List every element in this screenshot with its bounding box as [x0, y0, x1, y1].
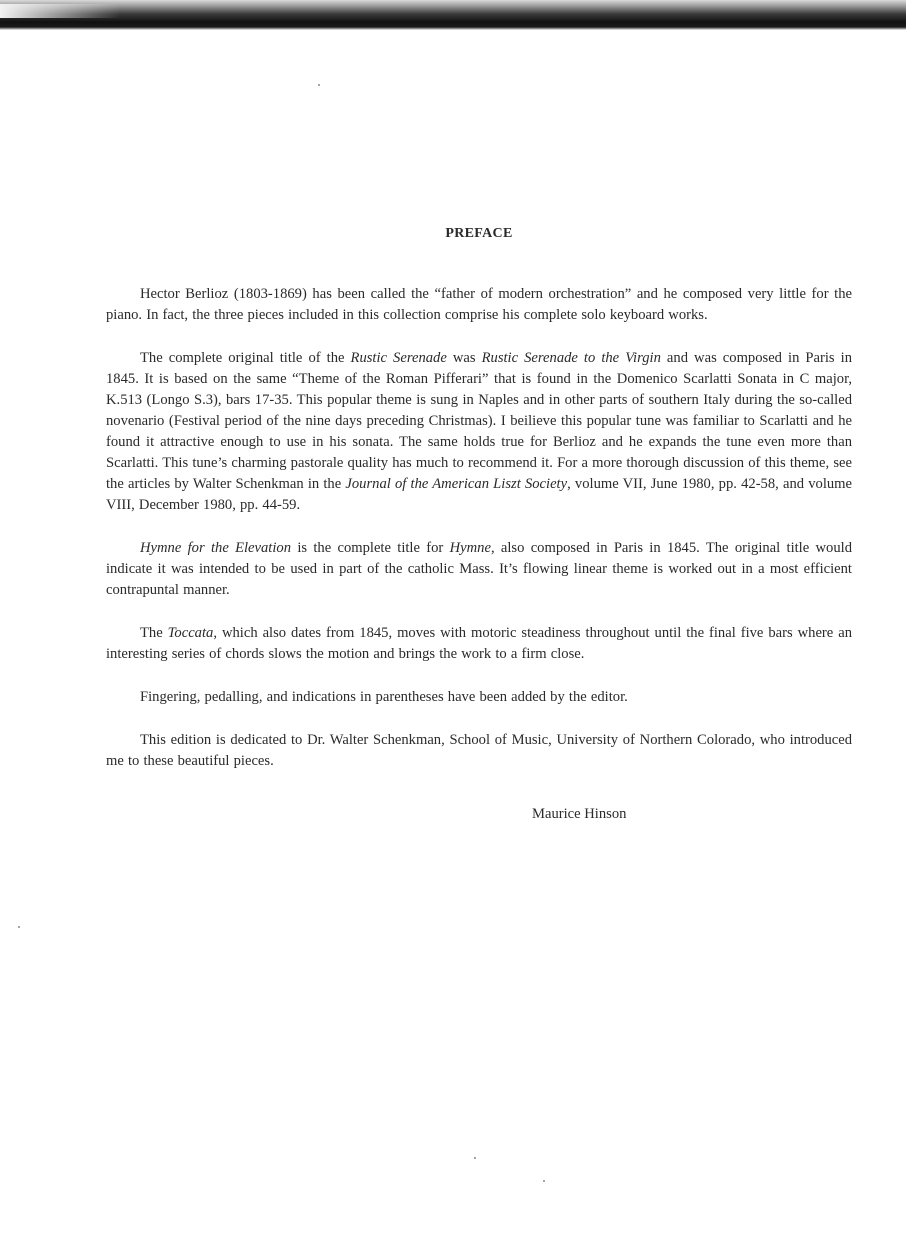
scanner-edge-shadow: [0, 0, 906, 30]
dust-speck: [18, 926, 20, 928]
dust-speck: [543, 1180, 545, 1182]
paragraph-text: was: [446, 350, 482, 366]
paragraph-text: The complete original title of the: [140, 350, 351, 366]
italic-title-text: Rustic Serenade to the Virgin: [481, 350, 661, 366]
paragraph-text: Hector Berlioz (1803-1869) has been called the “father of modern orchestration” and he composed very little for the piano. In fact, the three pieces included in this collection comprise his complete solo keyboard works.: [106, 286, 852, 323]
paragraph-text: , volume VII, June 1980, pp. 42-58, and volume VIII, December 1980, pp. 44-59.: [106, 476, 853, 513]
preface-body: [106, 284, 852, 772]
paragraph-text: , which also dates from 1845, moves with motoric steadiness throughout until the final five bars where an interesting series of chords slows the motion and brings the work to a firm close.: [106, 625, 853, 662]
italic-title-text: Rustic Serenade: [350, 350, 447, 366]
italic-title-text: Hymne: [449, 540, 491, 556]
italic-title-text: Journal of the American Liszt Society: [345, 476, 568, 492]
paragraph-text: This edition is dedicated to Dr. Walter Schenkman, School of Music, University of Northern Colorado, who introduced me to these beautiful pieces.: [106, 732, 852, 769]
page-title: PREFACE: [445, 226, 513, 241]
dust-speck: [318, 84, 320, 86]
preface-paragraph: [106, 730, 852, 772]
paragraph-text: Fingering, pedalling, and indications in parentheses have been added by the editor.: [140, 689, 628, 705]
paragraph-text: The: [140, 625, 168, 641]
dust-speck: [474, 1157, 476, 1159]
preface-page: [106, 226, 853, 822]
italic-title-text: Toccata: [167, 625, 214, 641]
preface-paragraph: [106, 284, 852, 326]
paragraph-text: and was composed in Paris in 1845. It is based on the same “Theme of the Roman Pifferari” that is found in the Domenico Scarlatti Sonata in C major, K.513 (Longo S.3), bars 17-35. This popular theme is sung in Naples and in other parts of southern Italy during the so-called novenario (Festival period of the nine days preceding Christmas). I beilieve this popular tune was familiar to Scarlatti and he found it attractive enough to use in his sonata. The same holds true for Berlioz and he expands the tune even more than Scarlatti. This tune’s charming pastorale quality has much to recommend it. For a more thorough discussion of this theme, see the articles by Walter Schenkman in the: [106, 350, 852, 492]
preface-paragraph: [106, 623, 852, 665]
italic-title-text: Hymne for the Elevation: [140, 540, 292, 556]
preface-paragraph: [106, 687, 852, 708]
preface-paragraph: [106, 538, 852, 601]
preface-paragraph: [106, 348, 852, 516]
paragraph-text: is the complete title for: [291, 540, 450, 556]
paragraph-text: , also composed in Paris in 1845. The original title would indicate it was intended to be used in part of the catholic Mass. It’s flowing linear theme is worked out in a most efficient contrapuntal manner.: [106, 540, 852, 598]
author-signature: Maurice Hinson: [532, 806, 627, 822]
